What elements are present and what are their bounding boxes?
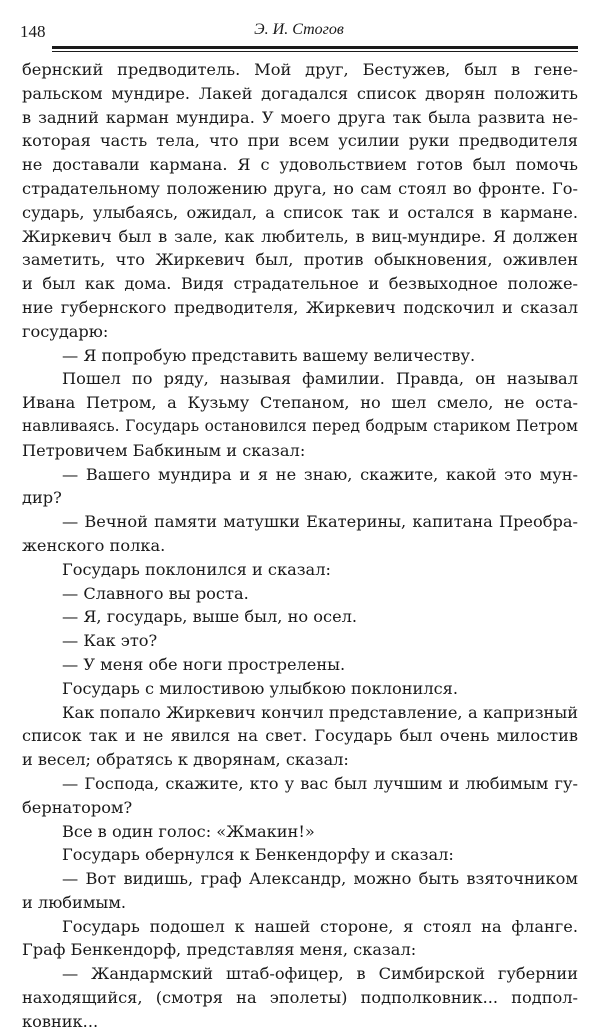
text-line: и любимым. bbox=[22, 892, 127, 912]
text-line: — Как это? bbox=[62, 631, 158, 651]
text-line: — Вашего мундира и я не знаю, скажите, какой это мун- bbox=[62, 464, 578, 484]
running-title: Э. И. Стогов bbox=[254, 21, 344, 38]
text-line: список так и не явился на свет. Государь был очень милостив bbox=[22, 726, 578, 746]
text-line: не доставали кармана. Я с удовольствием готов был помочь bbox=[22, 155, 578, 175]
text-line: Как попало Жиркевич кончил представление, а капризный bbox=[62, 702, 578, 722]
text-line: — Вечной памяти матушки Екатерины, капитана Преобра- bbox=[62, 512, 578, 532]
text-line: женского полка. bbox=[22, 535, 166, 555]
text-line: сударь, улыбаясь, ожидал, а список так и остался в кармане. bbox=[22, 202, 578, 222]
text-line: Государь с милостивою улыбкою поклонился. bbox=[62, 678, 459, 698]
text-line: заметить, что Жиркевич был, против обыкновения, оживлен bbox=[22, 250, 578, 270]
text-line: Жиркевич был в зале, как любитель, в виц-мундире. Я должен bbox=[22, 226, 578, 246]
text-line: навливаясь. Государь остановился перед бодрым стариком Петром bbox=[22, 416, 578, 435]
text-line: — Жандармский штаб-офицер, в Симбирской губернии bbox=[62, 964, 578, 984]
text-line: ковник... bbox=[22, 1011, 99, 1031]
text-line: страдательному положению друга, но сам стоял во фронте. Го- bbox=[22, 178, 578, 198]
page-header bbox=[20, 18, 578, 48]
header-rule-thick bbox=[52, 46, 578, 49]
text-line: — Вот видишь, граф Александр, можно быть взяточником bbox=[62, 869, 578, 889]
text-line: в задний карман мундира. У моего друга так была развита не- bbox=[22, 107, 578, 127]
text-line: находящийся, (смотря на эполеты) подполковник... подпол- bbox=[22, 988, 578, 1008]
text-line: Государь подошел к нашей стороне, я стоял на фланге. bbox=[62, 916, 578, 936]
text-line: и был как дома. Видя страдательное и безвыходное положе- bbox=[22, 274, 578, 294]
text-line: государю: bbox=[22, 321, 109, 341]
text-line: бернский предводитель. Мой друг, Бестужев, был в гене- bbox=[22, 60, 578, 79]
text-line: и весел; обратясь к дворянам, сказал: bbox=[22, 750, 349, 770]
text-line: — Я, государь, выше был, но осел. bbox=[62, 607, 358, 627]
text-line: — Славного вы роста. bbox=[62, 583, 249, 603]
text-line: которая часть тела, что при всем усилии руки предводителя bbox=[22, 131, 578, 151]
text-line: — Господа, скажите, кто у вас был лучшим и любимым гу- bbox=[62, 773, 578, 793]
text-line: Государь обернулся к Бенкендорфу и сказал: bbox=[62, 845, 454, 865]
text-line: ние губернского предводителя, Жиркевич подскочил и сказал bbox=[22, 297, 578, 317]
text-line: Петровичем Бабкиным и сказал: bbox=[22, 440, 306, 460]
text-line: — У меня обе ноги прострелены. bbox=[62, 654, 346, 674]
page-number: 148 bbox=[20, 22, 46, 41]
text-line: Граф Бенкендорф, представляя меня, сказал: bbox=[22, 940, 417, 960]
body-text bbox=[22, 58, 578, 1034]
text-line: ральском мундире. Лакей догадался список дворян положить bbox=[22, 83, 578, 103]
text-line: бернатором? bbox=[22, 797, 133, 817]
text-line: — Я попробую представить вашему величеству. bbox=[62, 345, 476, 365]
text-line: Пошел по ряду, называя фамилии. Правда, он называл bbox=[62, 369, 578, 389]
header-rule-thin bbox=[52, 51, 578, 52]
text-line: Государь поклонился и сказал: bbox=[62, 559, 331, 579]
text-line: Ивана Петром, а Кузьму Степаном, но шел смело, не оста- bbox=[22, 393, 578, 413]
text-line: дир? bbox=[22, 488, 62, 508]
text-line: Все в один голос: «Жмакин!» bbox=[62, 821, 315, 841]
